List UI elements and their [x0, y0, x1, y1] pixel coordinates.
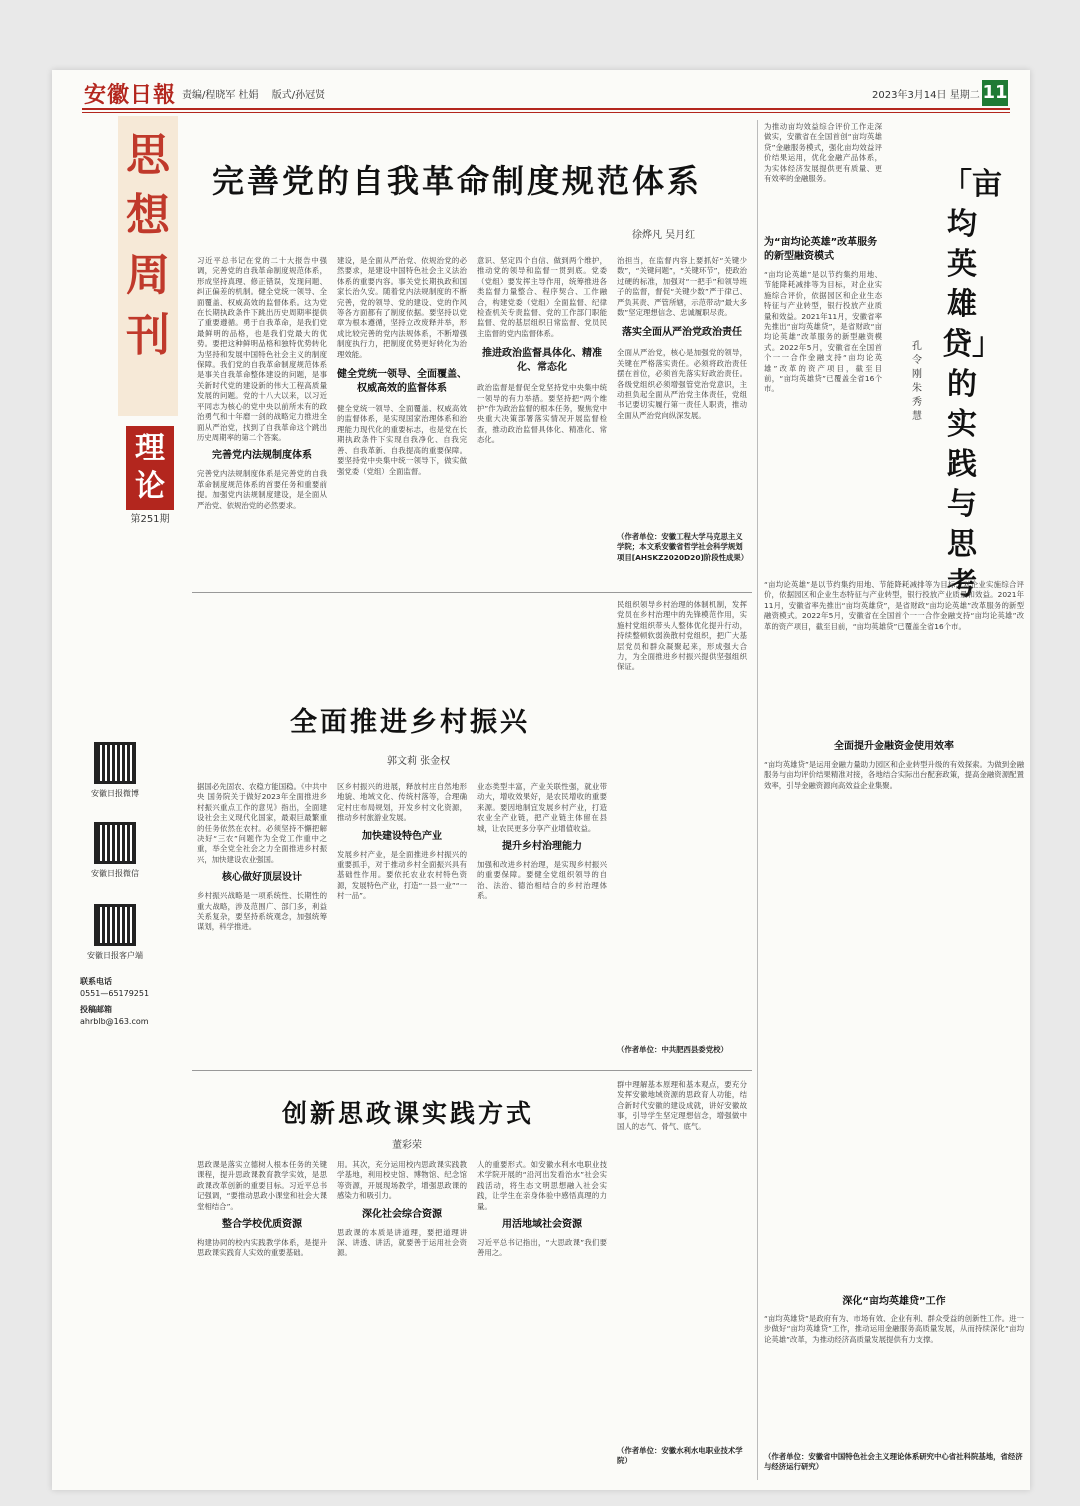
article3-note: （作者单位：安徽水利水电职业技术学院） — [617, 1446, 743, 1466]
article4-byline: 孔令刚 朱秀慧 — [912, 341, 922, 422]
article3-col2-text: 用。其次，充分运用校内思政课实践教学基地，利用校史馆、博物馆、纪念馆等资源，开展现场教学，增强思政课的感染力和吸引力。 — [337, 1160, 467, 1201]
article2-col1-text: 据国必先固农、农稳方能国稳。《中共中央 国务院关于做好2023年全面推进乡村振兴重点工作的意见》指出，全面建设社会主义现代化国家，最艰巨最繁重的任务依然在农村。必须坚持不懈把解决好“三农”问题作为全党工作重中之重，举全党全社会之力全面推进乡村振兴，加快建设农业强国。 — [197, 782, 327, 864]
phone-label: 联系电话 — [80, 977, 112, 986]
article2-col3-text: 业态类型丰富，产业关联性强，就业带动大，增收效果好，是农民增收的重要来源。要因地制宜发展乡村产业，打造农业全产业链，把产业链主体留在县城，让农民更多分享产业增值收益。 — [477, 782, 607, 833]
weibo-qr-label: 安徽日报微博 — [91, 789, 139, 798]
article1-col2 — [337, 256, 467, 586]
issue-number: 第251期 — [130, 514, 170, 525]
article3-col3 — [477, 1160, 607, 1460]
article3-col3b-text: 习近平总书记指出，“大思政课”我们要善用之。 — [477, 1238, 607, 1258]
article4-subhead3: 深化“亩均英雄贷”工作 — [842, 1296, 946, 1307]
article2-note: （作者单位：中共肥西县委党校） — [617, 1045, 728, 1054]
article1-subhead2: 健全党统一领导、全面覆盖、权威高效的监督体系 — [337, 369, 467, 395]
email-address: ahrblb@163.com — [80, 1017, 149, 1026]
article4-col-a2: “亩均论英雄”是以节约集约用地、节能降耗减排等为目标，对企业实施综合评价，依据园区和企业生态特征与产业转型，银行投放产业质量和效益。2021年11月，安徽省率先推出“亩均英雄贷”，是省财政“亩均论英雄”改革服务的新型融资模式。2022年5月，安徽省在全国首个一一合作金融支持“亩均论英雄”改革的资产项目，截至目前，“亩均英雄贷”已覆盖全省16个市。 — [764, 580, 1024, 631]
article4-subhead1: 为“亩均论英雄”改革服务的新型融资模式 — [764, 237, 878, 262]
article1-col1-text: 习近平总书记在党的二十大报告中强调，完善党的自我革命制度规范体系，形成坚持真理、修正错误，发现问题、纠正偏差的机制。健全党统一领导、全面覆盖、权威高效的监督体系。这为党在长期执政条件下跳出历史周期率提供了重要遵循。勇于自我革命，是我们党最鲜明的品格，也是我们党最大的优势。要把这种鲜明品格和独特优势转化为坚持和发展中国特色社会主义的制度保障。我们党的自我革命制度规范体系是事关自我革命整体建设的问题，是事关新时代党的建设新的伟大工程高质量发展的问题。党的十八大以来，以习近平同志为核心的党中央以前所未有的政治勇气和十年磨一剑的战略定力推进全面从严治党，找到了自我革命这个跳出历史周期率的第二个答案。 — [197, 256, 327, 442]
article4-title: 「亩均英雄贷」的实践与思考 — [942, 167, 1002, 602]
article2-col4-text: 民组织领导乡村治理的体制机制，发挥党员在乡村治理中的先锋模范作用，实施村党组织带头人整体优化提升行动，持续整顿软弱涣散村党组织，把广大基层党员和群众凝聚起来，形成强大合力，为全面推进乡村振兴提供坚强组织保证。 — [617, 600, 747, 672]
contact-info — [80, 976, 170, 1028]
newspaper-page — [52, 70, 1030, 1490]
article2-subhead3: 提升乡村治理能力 — [502, 841, 582, 853]
article2-col1 — [197, 782, 327, 1062]
article3-subhead3: 用活地域社会资源 — [502, 1219, 582, 1231]
article4-col-c: “亩均英雄贷”是政府有为、市场有效、企业有利、群众受益的创新性工作。进一步做好“亩均英雄贷”工作，推动运用金融服务高质量发展，从而持续深化“亩均论英雄”改革，为推动经济高质量发展提供有力支撑。 — [764, 1314, 1024, 1344]
article1-title: 完善党的自我革命制度规范体系 — [212, 162, 703, 200]
article4-intro: 为推动亩均效益综合评价工作走深做实，安徽省在全国首创“亩均英雄贷”金融服务模式，强化亩均效益评价结果运用，优化金融产品体系，为实体经济发展提供更有质量、更有效率的金融服务。 — [764, 122, 882, 184]
article2-col2b-text: 发展乡村产业，是全面推进乡村振兴的重要抓手，对于推动乡村全面振兴具有基础性作用。要依托农业农村特色资源，发展特色产业，打造“一县一业”“一村一品”。 — [337, 849, 467, 901]
article2-col1b-text: 乡村振兴战略是一项系统性、长期性的重大战略，涉及范围广、部门多，利益关系复杂，要坚持系统观念，加强统筹谋划，科学推进。 — [197, 891, 327, 932]
article2-byline: 郭文莉 张金权 — [387, 756, 451, 767]
wechat-qr-label: 安徽日报微信 — [91, 869, 139, 878]
article3-subhead2: 深化社会综合资源 — [362, 1208, 442, 1220]
article3-title: 创新思政课实践方式 — [282, 1099, 535, 1128]
article1-subhead3: 推进政治监督具体化、精准化、常态化 — [482, 348, 602, 374]
section-title: 思想周刊 — [126, 130, 170, 361]
article2-subhead2: 加快建设特色产业 — [362, 830, 442, 842]
article2-col3 — [477, 782, 607, 1062]
article3-subhead1: 整合学校优质资源 — [222, 1219, 302, 1231]
divider — [192, 1070, 752, 1071]
masthead-rule — [82, 108, 1010, 110]
article3-col2 — [337, 1160, 467, 1460]
article1-byline: 徐烨凡 吴月红 — [632, 230, 696, 241]
article1-col1b-text: 完善党内法规制度体系是完善党的自我革命制度规范体系的首要任务和重要前提。加强党内法规制度建设，是全面从严治党、依规治党的必然要求。 — [197, 469, 327, 510]
weibo-qr-code[interactable] — [94, 742, 136, 784]
article3-byline: 董彩荣 — [392, 1140, 422, 1151]
article3-col4 — [617, 1080, 747, 1440]
article1-note: （作者单位：安徽工程大学马克思主义学院；本文系安徽省哲学社会科学规划项目[AHSKZ2020D20]阶段性成果） — [617, 532, 749, 562]
article1-col3 — [477, 256, 607, 586]
article3-col4-text: 群中理解基本原理和基本观点，要充分发挥安徽地域资源的思政育人功能，结合新时代安徽的建设成就，讲好安徽故事，引导学生坚定理想信念，增强做中国人的志气、骨气、底气。 — [617, 1080, 747, 1131]
article2-col4 — [617, 600, 747, 1040]
editors-line — [182, 86, 335, 101]
article1-col4 — [617, 256, 747, 526]
issue-date: 2023年3月14日 星期二 — [872, 90, 980, 101]
article4-col-a: “亩均论英雄”是以节约集约用地、节能降耗减排等为目标，对企业实施综合评价，依据园区和企业生态特征与产业转型，银行投放产业质量和效益。2021年11月，安徽省率先推出“亩均英雄贷”，是省财政“亩均论英雄”改革服务的新型融资模式。2022年5月，安徽省在全国首个一一合作金融支持“亩均论英雄”改革的资产项目，截至目前，“亩均英雄贷”已覆盖全省16个市。 — [764, 270, 882, 394]
article1-col4b-text: 全面从严治党，核心是加强党的领导，关键在严格落实责任。必须将政治责任摆在首位，必须首先落实好政治责任。各级党组织必须增强管党治党意识，主动担负起全面从严治党主体责任，党组书记要切实履行第一责任人职责，推动全面从严治党向纵深发展。 — [617, 348, 747, 420]
article3-col2b-text: 思政课的本质是讲道理，要把道理讲深、讲透、讲活，就要善于运用社会资源。 — [337, 1227, 467, 1258]
article1-col3b-text: 政治监督是督促全党坚持党中央集中统一领导的有力举措。要坚持把“两个维护”作为政治监督的根本任务，聚焦党中央重大决策部署落实情况开展监督检查，推动政治监督具体化、精准化、常态化。 — [477, 383, 607, 445]
article4-subhead2: 全面提升金融资金使用效率 — [834, 741, 954, 752]
article1-subhead1: 完善党内法规制度体系 — [212, 450, 312, 462]
divider — [192, 592, 752, 593]
column-label: 理论 — [126, 426, 174, 510]
article2-col2-text: 区乡村振兴的进展，释放村庄自然地形地貌、地域文化、传统村落等，合理确定村庄布局规划，开发乡村文化资源，推动乡村旅游业发展。 — [337, 782, 467, 823]
article3-col1b-text: 构建协同的校内实践教学体系，是提升思政课实践育人实效的重要基础。 — [197, 1238, 327, 1258]
article2-col2 — [337, 782, 467, 1062]
phone-number: 0551—65179251 — [80, 989, 150, 998]
layout-credit: 版式/孙冠贤 — [271, 90, 326, 101]
article2-subhead1: 核心做好顶层设计 — [222, 872, 302, 884]
article2-col3b-text: 加强和改进乡村治理，是实现乡村振兴的重要保障。要健全党组织领导的自治、法治、德治相结合的乡村治理体系。 — [477, 860, 607, 901]
article1-col1 — [197, 256, 327, 586]
wechat-qr-code[interactable] — [94, 822, 136, 864]
page-number: 11 — [982, 80, 1008, 106]
article1-col3-text: 意识、坚定四个自信、做到两个维护，推动党的领导和监督一贯到底。党委（党组）要发挥主导作用，统筹推进各类监督力量整合、程序契合、工作融合，构建党委（党组）全面监督、纪律检查机关专责监督、党的工作部门职能监督、党的基层组织日常监督、党员民主监督的党内监督体系。 — [477, 256, 607, 338]
article3-col1-text: 思政课是落实立德树人根本任务的关键课程，提升思政课教育教学实效，是思政课改革创新的重要目标。习近平总书记强调，“要推动思政小课堂和社会大课堂相结合”。 — [197, 1160, 327, 1211]
article4-note: （作者单位：安徽省中国特色社会主义理论体系研究中心省社科院基地，省经济与经济运行研究） — [764, 1452, 1023, 1472]
email-label: 投稿邮箱 — [80, 1005, 112, 1014]
masthead-rule-thin — [82, 112, 1010, 113]
article1-col4-text: 治担当，在监督内容上要抓好“关键少数”，“关键问题”，“关键环节”，使政治过硬的标准，加强对“一把手”和领导班子的监督，督促“关键少数”严于律己、严负其责、严管所辖，示范带动“最大多数”坚定理想信念、忠诚履职尽责。 — [617, 256, 747, 318]
article2-title: 全面推进乡村振兴 — [290, 707, 530, 738]
article3-col3-text: 人的重要形式。如安徽水利水电职业技术学院开展的“沿河出发看治水”社会实践活动，将生态文明思想融入社会实践，让学生在亲身体验中感悟真理的力量。 — [477, 1160, 607, 1211]
app-qr-code[interactable] — [94, 904, 136, 946]
app-qr-label: 安徽日报客户端 — [87, 951, 143, 960]
editor-credit: 责编/程晓军 杜娟 — [182, 90, 259, 101]
article1-col2b-text: 健全党统一领导、全面覆盖、权威高效的监督体系，是实现国家治理体系和治理能力现代化的重要标志，也是党在长期执政条件下实现自我净化、自我完善、自我革新、自我提高的重要保障。要坚持党中央集中统一领导下，做实做强党委（党组）全面监督。 — [337, 404, 467, 476]
article1-subhead4: 落实全面从严治党政治责任 — [622, 327, 742, 339]
article4-col-b: “亩均英雄贷”是运用金融力量助力园区和企业转型升级的有效探索。为做到金融服务与亩均评价结果精准对接，各地结合实际出台配套政策，提高金融资源配置效率，引导金融资源向高效益企业集聚。 — [764, 760, 1024, 790]
column-divider — [757, 120, 758, 1480]
article1-col2-text: 建设，是全面从严治党、依规治党的必然要求，是建设中国特色社会主义法治体系的重要内容。事关党长期执政和国家长治久安。随着党内法规制度的不断完善，党的领导、党的建设、党的作风等各方面都有了制度依据。要坚持以党章为根本遵循，坚持立改废释并举，形成比较完善的党内法规体系，不断增强制度执行力，把制度优势更好转化为治理效能。 — [337, 256, 467, 359]
newspaper-logo: 安徽日報 — [84, 82, 177, 108]
article3-col1 — [197, 1160, 327, 1460]
